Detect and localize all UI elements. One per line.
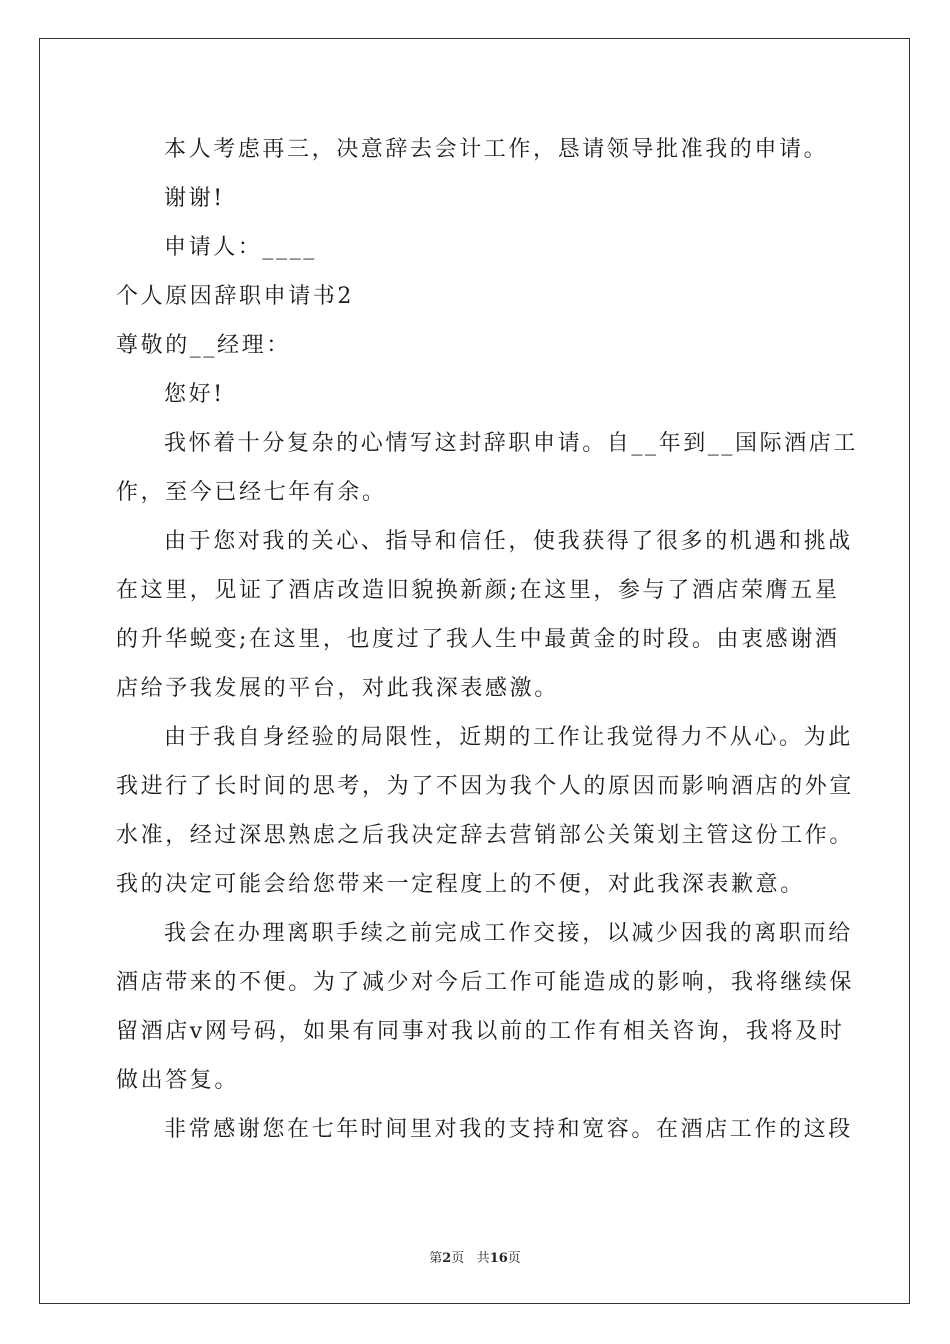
page-footer: [0, 1247, 950, 1266]
paragraph-line: 我怀着十分复杂的心情写这封辞职申请。自__年到__国际酒店工: [164, 431, 859, 456]
total-suffix: 页: [507, 1251, 521, 1266]
paragraph-line: 非常感谢您在七年时间里对我的支持和宽容。在酒店工作的这段: [164, 1117, 853, 1142]
paragraph-line: 在这里，见证了酒店改造旧貌换新颜;在这里，参与了酒店荣膺五星: [116, 578, 840, 603]
page-number: 2: [442, 1251, 452, 1266]
total-prefix: 共: [476, 1251, 490, 1266]
paragraph-line: 由于我自身经验的局限性，近期的工作让我觉得力不从心。为此: [164, 725, 853, 750]
applicant-signature-line: 申请人：____: [164, 235, 317, 260]
paragraph-line: 做出答复。: [116, 1068, 240, 1093]
paragraph-line: 我会在办理离职手续之前完成工作交接，以减少因我的离职而给: [164, 921, 853, 946]
paragraph-line: 店给予我发展的平台，对此我深表感激。: [116, 676, 559, 701]
salutation: 尊敬的__经理：: [116, 333, 291, 358]
document-body: [116, 125, 859, 1154]
page-prefix: 第: [429, 1251, 443, 1266]
paragraph-line: 我进行了长时间的思考，为了不因为我个人的原因而影响酒店的外宣: [116, 774, 855, 799]
paragraph-line: 本人考虑再三，决意辞去会计工作，恳请领导批准我的申请。: [164, 137, 829, 162]
paragraph-line: 水准，经过深思熟虑之后我决定辞去营销部公关策划主管这份工作。: [116, 823, 855, 848]
paragraph-line: 我的决定可能会给您带来一定程度上的不便，对此我深表歉意。: [116, 872, 805, 897]
paragraph-line: 的升华蜕变;在这里，也度过了我人生中最黄金的时段。由衷感谢酒: [116, 627, 840, 652]
section-title: 个人原因辞职申请书2: [116, 284, 354, 309]
total-pages: 16: [489, 1251, 508, 1266]
paragraph-line: 酒店带来的不便。为了减少对今后工作可能造成的影响，我将继续保: [116, 970, 855, 995]
paragraph-line: 由于您对我的关心、指导和信任，使我获得了很多的机遇和挑战: [164, 529, 853, 554]
greeting: 您好!: [164, 382, 225, 407]
paragraph-line: 作，至今已经七年有余。: [116, 480, 387, 505]
paragraph-line: 谢谢!: [164, 186, 225, 211]
page-suffix: 页: [451, 1251, 465, 1266]
paragraph-line: 留酒店v网号码，如果有同事对我以前的工作有相关咨询，我将及时: [116, 1019, 845, 1044]
